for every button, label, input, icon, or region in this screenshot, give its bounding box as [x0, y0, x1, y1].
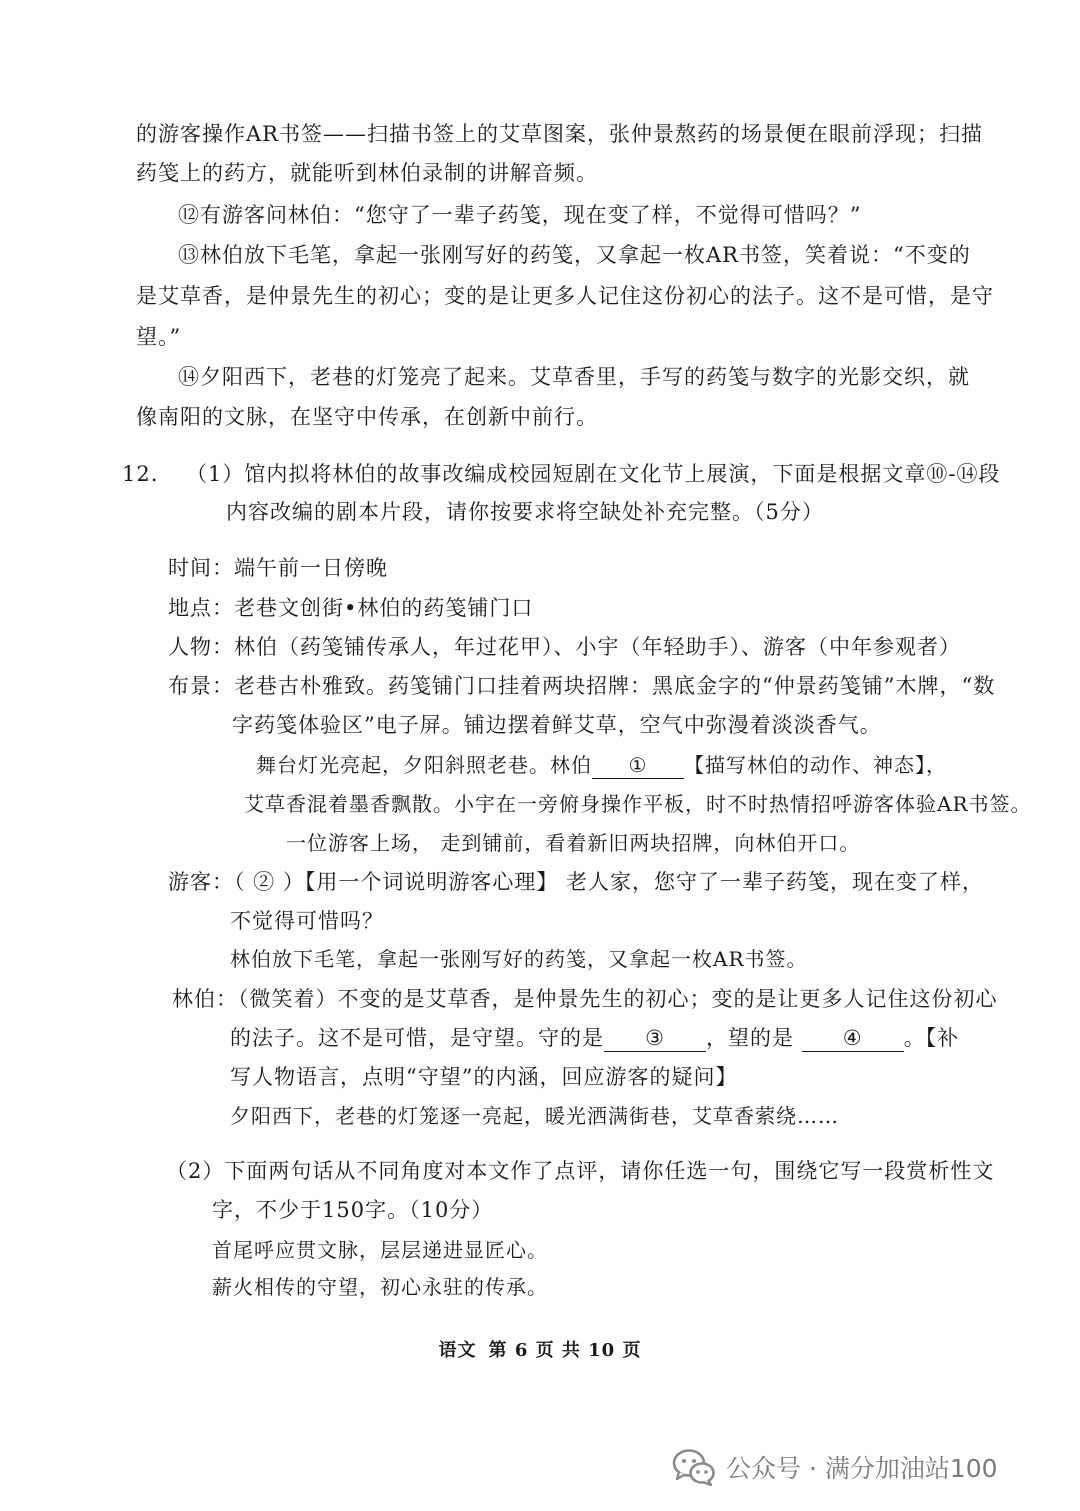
- blank-3[interactable]: ③: [604, 1025, 706, 1052]
- linbo-line-2-hint: 。【补: [903, 1026, 960, 1050]
- question-part-1-line-2: 内容改编的剧本片段，请你按要求将空缺处补充完整。（5分）: [226, 500, 824, 524]
- comment-option-1: 首尾呼应贯文脉，层层递进显匠心。: [212, 1238, 548, 1262]
- wechat-icon: [672, 1447, 716, 1487]
- question-part-2-line-2: 字，不少于150字。（10分）: [212, 1198, 494, 1222]
- paragraph-14-line-2: 像南阳的文脉，在坚守中传承，在创新中前行。: [136, 405, 598, 429]
- stage-direction-1-text: 舞台灯光亮起，夕阳斜照老巷。林伯: [256, 753, 592, 777]
- stage-direction-1: [256, 750, 947, 780]
- question-number: 12.: [122, 462, 159, 486]
- question-part-2-line-1: （2）下面两句话从不同角度对本文作了点评，请你任选一句，围绕它写一段赏析性文: [166, 1159, 995, 1183]
- stage-direction-5: 夕阳西下，老巷的灯笼逐一亮起，暖光洒满街巷，艾草香萦绕……: [230, 1104, 839, 1128]
- linbo-line-3: 写人物语言，点明“守望”的内涵，回应游客的疑问】: [230, 1065, 738, 1089]
- watermark-text: 公众号 · 满分加油站100: [726, 1454, 998, 1483]
- paragraph-13-line-3: 望。”: [136, 325, 182, 349]
- linbo-line-2-text: 的法子。这不是可惜，是守望。守的是: [230, 1026, 604, 1050]
- visitor-line-2: 不觉得可惜吗？: [230, 909, 384, 933]
- stage-direction-2: 艾草香混着墨香飘散。小宇在一旁俯身操作平板，时不时热情招呼游客体验AR书签。: [244, 792, 1032, 816]
- footer-subject: 语文: [438, 1340, 477, 1361]
- watermark: [672, 1442, 998, 1492]
- paragraph-12: ⑫有游客问林伯：“您守了一辈子药笺，现在变了样，不觉得可惜吗？”: [178, 203, 862, 227]
- script-characters: 人物：林伯（药笺铺传承人，年过花甲）、小宇（年轻助手）、游客（中年参观者）: [168, 635, 961, 659]
- script-time: 时间：端午前一日傍晚: [168, 556, 388, 580]
- blank-4[interactable]: ④: [802, 1025, 904, 1052]
- visitor-line-1: 游客：（ ② ）【用一个词说明游客心理】 老人家，您守了一辈子药笺，现在变了样，: [168, 870, 985, 894]
- page-footer: [0, 1339, 1080, 1363]
- blank-1[interactable]: ①: [592, 752, 684, 779]
- stage-direction-3: 一位游客上场， 走到铺前，看着新旧两块招牌，向林伯开口。: [286, 831, 861, 855]
- passage-line-1: 的游客操作AR书签——扫描书签上的艾草图案，张仲景熬药的场景便在眼前浮现；扫描: [136, 122, 983, 146]
- passage-line-2: 药笺上的药方，就能听到林伯录制的讲解音频。: [136, 161, 598, 185]
- linbo-line-2-mid: ，望的是: [706, 1026, 802, 1050]
- comment-option-2: 薪火相传的守望，初心永驻的传承。: [212, 1275, 548, 1299]
- stage-direction-1-hint: 【描写林伯的动作、神态】，: [684, 753, 947, 777]
- paragraph-14-line-1: ⑭夕阳西下，老巷的灯笼亮了起来。艾草香里，手写的药笺与数字的光影交织，就: [178, 365, 970, 389]
- linbo-line-2: [230, 1023, 959, 1053]
- script-place: 地点：老巷文创街•林伯的药笺铺门口: [168, 596, 534, 620]
- question-part-1-line-1: （1）馆内拟将林伯的故事改编成校园短剧在文化节上展演，下面是根据文章⑩-⑭段: [186, 462, 1001, 486]
- paragraph-13-line-2: 是艾草香，是仲景先生的初心；变的是让更多人记住这份初心的法子。这不是可惜，是守: [136, 284, 994, 308]
- footer-page-number: 第 6 页 共 10 页: [488, 1340, 642, 1361]
- stage-direction-4: 林伯放下毛笔，拿起一张刚写好的药笺，又拿起一枚AR书签。: [230, 947, 808, 971]
- paragraph-13-line-1: ⑬林伯放下毛笔，拿起一张刚写好的药笺，又拿起一枚AR书签，笑着说：“不变的: [178, 243, 971, 267]
- linbo-line-1: 林伯：（微笑着）不变的是艾草香，是仲景先生的初心；变的是让更多人记住这份初心: [172, 987, 998, 1011]
- script-set-line-1: 布景：老巷古朴雅致。药笺铺门口挂着两块招牌：黑底金字的“仲景药笺铺”木牌，“数: [168, 674, 996, 698]
- script-set-line-2: 字药笺体验区”电子屏。铺边摆着鲜艾草，空气中弥漫着淡淡香气。: [232, 713, 882, 737]
